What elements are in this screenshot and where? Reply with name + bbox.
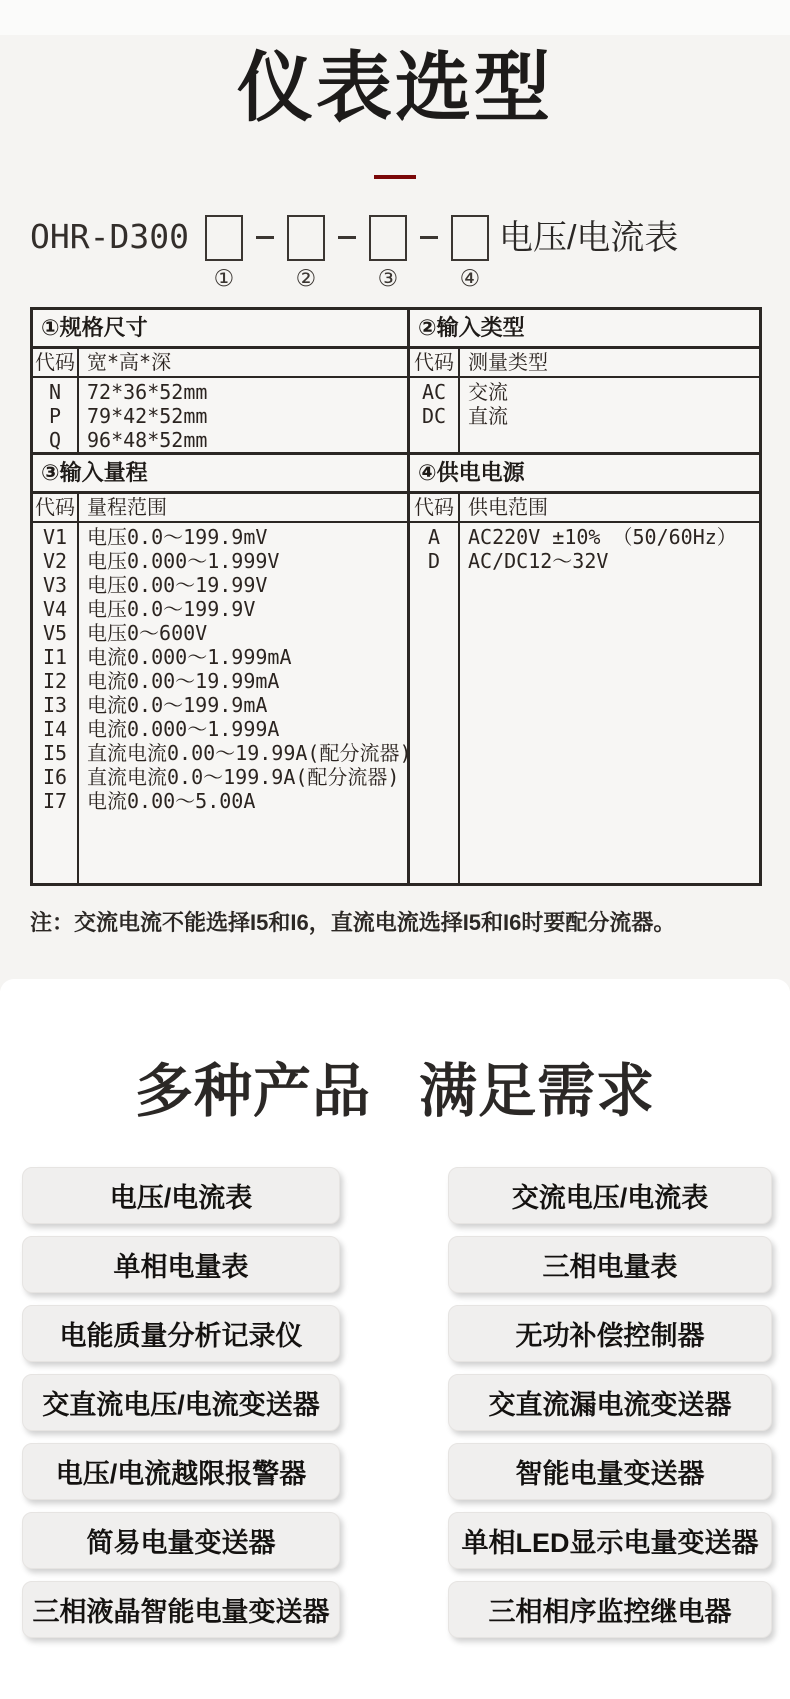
cell-code: I7 — [42, 789, 68, 813]
products-section — [0, 979, 790, 1663]
cell-code: D — [427, 549, 441, 573]
product-column-right — [448, 1167, 772, 1638]
products-heading-left: 多种产品 — [134, 1059, 371, 1124]
product-buttons — [0, 1121, 790, 1638]
table-left-half — [33, 310, 410, 883]
cell-value: 交流 — [468, 380, 508, 404]
section-2-data — [410, 378, 759, 452]
dash-separator — [338, 236, 356, 239]
column-header-code: 代码 — [33, 494, 79, 521]
cell-code: I4 — [42, 717, 68, 741]
cell-value: AC/DC12～32V — [468, 549, 609, 573]
product-button-limit-alarm[interactable]: 电压/电流越限报警器 — [22, 1443, 340, 1500]
code-box-3 — [369, 215, 407, 261]
section-3-column-header — [33, 494, 407, 523]
cell-code: P — [48, 404, 62, 428]
cell-value: 电压0.000～1.999V — [87, 549, 280, 573]
section-2-header: ②输入类型 — [410, 310, 759, 349]
cell-value: 电流0.00～19.99mA — [87, 669, 280, 693]
product-button-ac-voltage-current-meter[interactable]: 交流电压/电流表 — [448, 1167, 772, 1224]
product-column-left — [22, 1167, 340, 1638]
section-3-header: ③输入量程 — [33, 452, 407, 494]
cell-value: 电流0.0～199.9mA — [87, 693, 268, 717]
products-heading-right: 满足需求 — [419, 1059, 656, 1124]
cell-code: Q — [48, 428, 62, 452]
cell-code: I3 — [42, 693, 68, 717]
cell-value: 直流电流0.00～19.99A(配分流器) — [87, 741, 412, 765]
code-box-1 — [205, 215, 243, 261]
cell-code: V2 — [42, 549, 68, 573]
circled-number-3: ③ — [377, 266, 399, 292]
model-slot-1 — [205, 215, 243, 292]
product-button-single-phase-meter[interactable]: 单相电量表 — [22, 1236, 340, 1293]
cell-code: V3 — [42, 573, 68, 597]
section-1-data — [33, 378, 407, 452]
column-header-power: 供电范围 — [468, 495, 548, 519]
product-button-leakage-current-transmitter[interactable]: 交直流漏电流变送器 — [448, 1374, 772, 1431]
cell-value: 直流 — [468, 404, 508, 428]
column-header-code: 代码 — [33, 349, 79, 376]
cell-value: 电压0～600V — [87, 621, 208, 645]
cell-value: 电压0.00～19.99V — [87, 573, 268, 597]
cell-value: 电压0.0～199.9V — [87, 597, 256, 621]
cell-code: AC — [421, 380, 447, 404]
model-prefix: OHR-D300 — [30, 217, 189, 256]
code-box-2 — [287, 215, 325, 261]
cell-value: 电压0.0～199.9mV — [87, 525, 268, 549]
cell-value: 72*36*52mm — [87, 380, 208, 404]
cell-code: I2 — [42, 669, 68, 693]
product-button-voltage-current-meter[interactable]: 电压/电流表 — [22, 1167, 340, 1224]
selection-section — [0, 35, 790, 991]
dash-separator — [256, 236, 274, 239]
column-header-code: 代码 — [410, 349, 460, 376]
column-header-range: 量程范围 — [87, 495, 167, 519]
product-button-phase-sequence-relay[interactable]: 三相相序监控继电器 — [448, 1581, 772, 1638]
cell-code: DC — [421, 404, 447, 428]
product-button-three-phase-meter[interactable]: 三相电量表 — [448, 1236, 772, 1293]
model-slot-3 — [369, 215, 407, 292]
circled-number-2: ② — [295, 266, 317, 292]
section-4-data — [410, 523, 759, 883]
cell-value: 96*48*52mm — [87, 428, 208, 452]
page-title: 仪表选型 — [237, 46, 553, 131]
model-slot-2 — [287, 215, 325, 292]
selection-note: 注：交流电流不能选择I5和I6，直流电流选择I5和I6时要配分流器。 — [30, 910, 676, 935]
cell-code: I6 — [42, 765, 68, 789]
red-divider — [374, 175, 416, 179]
model-slot-4 — [451, 215, 489, 292]
product-button-smart-transmitter[interactable]: 智能电量变送器 — [448, 1443, 772, 1500]
circled-number-4: ④ — [459, 266, 481, 292]
product-button-three-phase-lcd-transmitter[interactable]: 三相液晶智能电量变送器 — [22, 1581, 340, 1638]
cell-code: I1 — [42, 645, 68, 669]
cell-value: 79*42*52mm — [87, 404, 208, 428]
product-button-reactive-compensation-controller[interactable]: 无功补偿控制器 — [448, 1305, 772, 1362]
dash-separator — [420, 236, 438, 239]
product-button-acdc-transmitter[interactable]: 交直流电压/电流变送器 — [22, 1374, 340, 1431]
column-header-code: 代码 — [410, 494, 460, 521]
cell-value: AC220V ±10% （50/60Hz） — [468, 525, 737, 549]
section-2-column-header — [410, 349, 759, 378]
circled-number-1: ① — [213, 266, 235, 292]
model-suffix: 电压/电流表 — [498, 219, 679, 257]
cell-code: A — [427, 525, 441, 549]
section-4-header: ④供电电源 — [410, 452, 759, 494]
cell-code: V4 — [42, 597, 68, 621]
column-header-type: 测量类型 — [468, 350, 548, 374]
section-1-header: ①规格尺寸 — [33, 310, 407, 349]
model-selection-table — [30, 307, 762, 886]
column-header-size: 宽*高*深 — [87, 350, 172, 374]
model-code-block — [30, 215, 790, 292]
product-button-simple-transmitter[interactable]: 简易电量变送器 — [22, 1512, 340, 1569]
top-strip — [0, 0, 790, 35]
cell-value: 电流0.00～5.00A — [87, 789, 256, 813]
code-box-4 — [451, 215, 489, 261]
product-button-single-phase-led-transmitter[interactable]: 单相LED显示电量变送器 — [448, 1512, 772, 1569]
section-4-column-header — [410, 494, 759, 523]
products-heading — [0, 1059, 790, 1124]
cell-value: 电流0.000～1.999A — [87, 717, 280, 741]
table-right-half — [410, 310, 759, 883]
cell-value: 直流电流0.0～199.9A(配分流器) — [87, 765, 400, 789]
cell-code: N — [48, 380, 62, 404]
cell-value: 电流0.000～1.999mA — [87, 645, 292, 669]
cell-code: V1 — [42, 525, 68, 549]
section-3-data — [33, 523, 412, 883]
product-button-power-quality-recorder[interactable]: 电能质量分析记录仪 — [22, 1305, 340, 1362]
cell-code: V5 — [42, 621, 68, 645]
section-1-column-header — [33, 349, 407, 378]
cell-code: I5 — [42, 741, 68, 765]
